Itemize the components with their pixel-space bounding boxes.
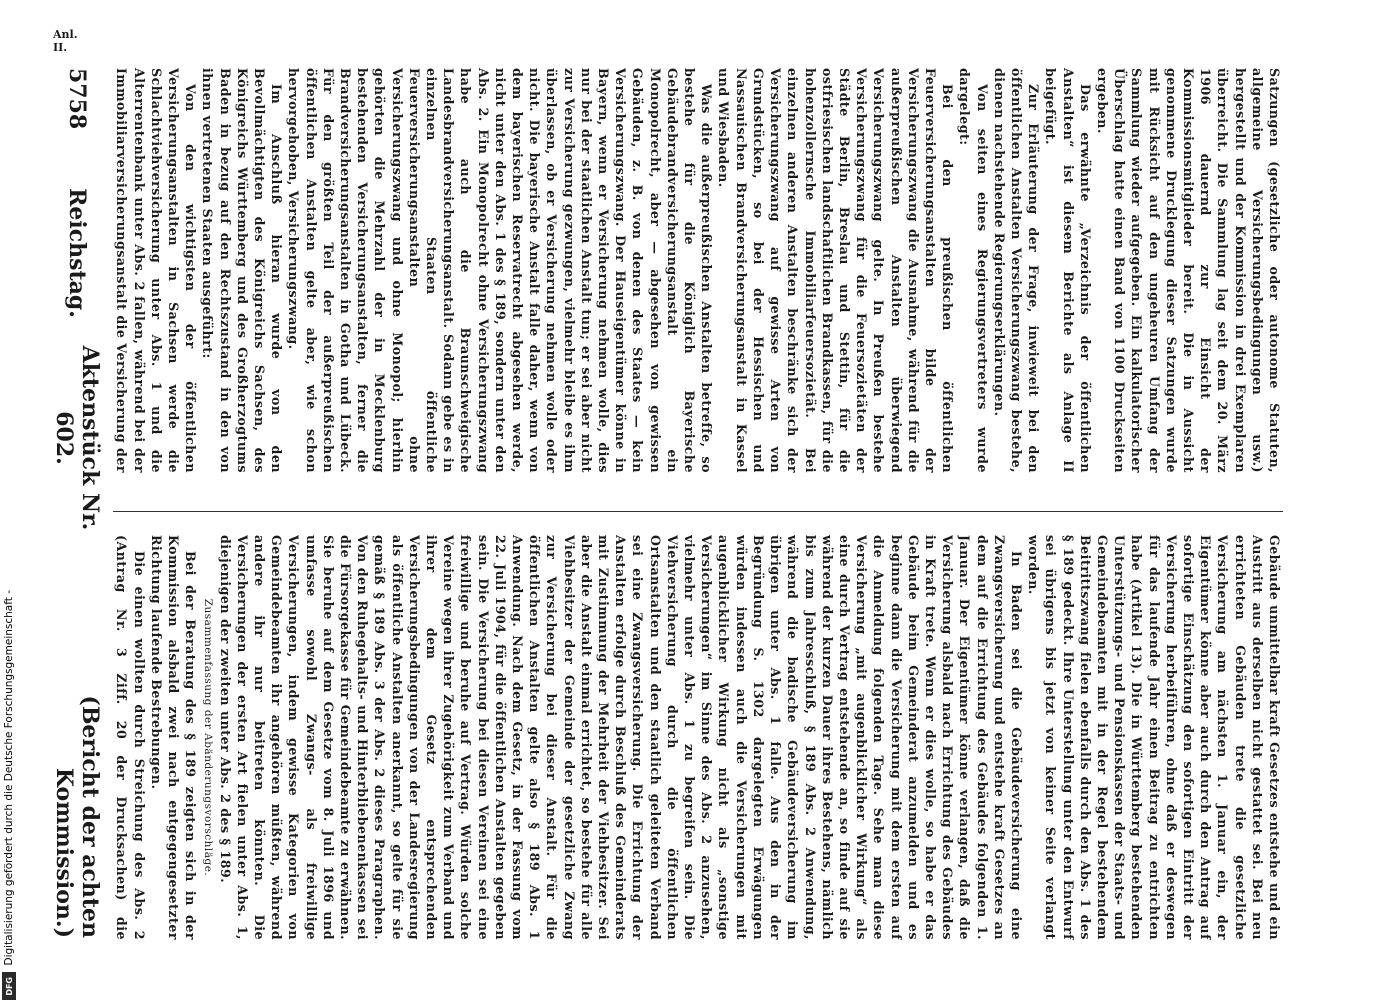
right-column xyxy=(113,535,1283,940)
paragraph: In Baden sei die Gebäudeversicherung eine Zwangsversicherung und entstehe kraft Gesetzes an dem auf die Errichtung des Gebäudes folgenden 1. Januar. Der Eigentümer könne verlangen, daß die Versicherung alsbald nach Errichtung des Gebäudes in Kraft trete. Wenn er dies wolle, so habe er das Gebäude beim Gemeinderat anzumelden und es beginne dann die Versicherung mit dem ersten auf die Anmeldung folgenden Tage. Sehe man diese Versicherung „mit augenblicklicher Wirkung“ als eine durch Vertrag entstehende an, so finde auf sie während der kurzen Dauer ihres Bestehens, nämlich bis zum Jahresschluß, § 189 Abs. 2 Anwendung, während die badische Gebäudeversicherung im übrigen unter Abs. 1 falle. Aus den in der Begründung S. 1302 dargelegten Erwägungen würden indessen auch die Versicherungen mit augenblicklicher Wirkung nicht als „sonstige Versicherungen“ im Sinne des Abs. 2 anzusehen, vielmehr unter Abs. 1 zu begreifen sein. Die Viehversicherung durch die öffentlichen Ortsanstalten und den staatlich geleiteten Verband sei eine Zwangsversicherung. Die Errichtung der Anstalten erfolge durch Beschluß des Gemeinderats mit Zustimmung der Mehrheit der Viehbesitzer. Sei aber die Anstalt einmal errichtet, so bestehe für alle Viehbesitzer der Gemeinde der gesetzliche Zwang zur Versicherung bei dieser Anstalt. Für die öffentlichen Anstalten gelte also § 189 Abs. 1 Anwendung. Nach dem Gesetz, in der Fassung vom 22. Juli 1904, für die öffentlichen Anstalten gegeben sein. Die Versicherung bei diesen Vereinen sei eine freiwillige und beruhe auf Vertrag. Würden solche Vereine wegen ihrer Zugehörigkeit zum Verband und ihrer dem Gesetz entsprechenden Versicherungsbedingungen von der Landesregierung als öffentliche Anstalten anerkannt, so gelte für sie gemäß § 189 Abs. 3 der Abs. 2 dieses Paragraphen. Von den Ruhegehalts- und Hinterbliebenenkassen sei die Fürsorgekasse für Gemeindebeamte zu erwähnen. Sie beruhe auf dem Gesetze vom 8. Juli 1896 und umfasse sowohl Zwangs- als freiwillige Versicherungen, indem gewisse Kategorien von Gemeindebeamten ihr angehören müßten, während andere ihr nur beitreten könnten. Die Versicherungen der ersten Art fielen unter Abs. 1, diejenigen der zweiten unter Abs. 2 des § 189. xyxy=(217,535,1024,940)
left-column xyxy=(113,68,1283,473)
paragraph: Bei der Beratung des § 189 zeigten sich in der Kommission alsbald zwei nach entgegengesetzter Richtung laufende Bestrebungen. xyxy=(148,535,199,940)
paragraph: Von den wichtigsten der öffentlichen Versicherungsanstalten in Sachsen werde die Schlachtviehversicherung unter Abs. 1 und die Alterrentenbank unter Abs. 2 fallen, während bei der Immobiliarversicherungsanstalt die Versicherung der xyxy=(114,68,199,473)
subheading: Zusammenfassung der Abänderungsvorschläge. xyxy=(202,598,215,877)
report-title: (Bericht der achten Kommission.) xyxy=(51,695,103,938)
paragraph: Im Anschluß hieran wurde von den Bevollmächtigten des Königreichs Sachsen, des Königreichs Württemberg und des Großherzogtums Baden in bezug auf den Rechtszustand in den von ihnen vertretenen Staaten ausgeführt: xyxy=(200,68,285,473)
credit-text: Digitalisierung gefördert durch die Deutsche Forschungsgemeinschaft - xyxy=(3,590,15,966)
document-title: Aktenstück Nr. 602. xyxy=(51,345,103,531)
section-title: Reichstag. xyxy=(64,188,90,318)
paragraph: Das erwähnte „Verzeichnis der öffentlichen Anstalten“ ist diesem Berichte als Anlage II beigefügt. xyxy=(1043,68,1093,473)
paragraph: Was die außerpreußischen Anstalten betreffe, so bestehe für die Königlich Bayerische Gebäudebrandversicherungsanstalt ein Monopolrecht, aber — abgesehen von gewissen Gebäuden, z. B. von denen des Staates — kein Versicherungszwang. Der Hauseigentümer könne in Bayern, wenn er Versicherung nehmen wolle, dies nur bei der staatlichen Anstalt tun; er sei aber nicht zur Versicherung gezwungen, vielmehr bleibe es ihm überlassen, ob er Versicherung nehmen wolle oder nicht. Die bayerische Anstalt falle daher, wenn von dem bayerischen Reservatrecht abgesehen werde, nicht unter den Abs. 1 des § 189, sondern unter den Abs. 2. Ein Monopolrecht ohne Versicherungszwang habe auch die Braunschweigische Landesbrandversicherungsanstalt. Sodann gebe es in einzelnen Staaten öffentliche Feuerversicherungsanstalten ohne Versicherungszwang und ohne Monopol; hierhin gehörten die Mehrzahl der in Mecklenburg bestehenden Versicherungsanstalten, ferner die Brandversicherungsanstalten in Gotha und Lübeck. Für den größten Teil der außerpreußischen öffentlichen Anstalten gelte aber, wie schon hervorgehoben, Versicherungszwang. xyxy=(286,68,715,473)
digitization-credit xyxy=(0,560,18,1000)
page-number: 5758 xyxy=(64,68,90,130)
paragraph: Satzungen (gesetzliche oder autonome Statuten, allgemeine Versicherungsbedingungen usw.) hergestellt und der Kommission in drei Exemplaren überreicht. Die Sammlung lag seit dem 20. März 1906 dauernd zur Einsicht der Kommissionsmitglieder bereit. Die in Aussicht genommene Drucklegung dieser Satzungen wurde mit Rücksicht auf den ungeheuren Umfang der Sammlung wieder aufgegeben. Ein kalkulatorischer Überschlag hatte einen Band von 1100 Druckseiten ergeben. xyxy=(1094,68,1282,473)
dfg-logo: DFG xyxy=(2,972,16,1000)
paragraph: Bei den preußischen öffentlichen Feuerversicherungsanstalten bilde der Versicherungszwang die Ausnahme, während für die außerpreußischen Anstalten überwiegend Versicherungszwang gelte. In Preußen bestehe Versicherungszwang für die Feuersozietäten der Städte Berlin, Breslau und Stettin, für die ostfriesischen landschaftlichen Brandkassen, für die hohenzollernsche Immobiliarfeuersozietät. Bei einzelnen anderen Anstalten beschränke sich der Versicherungszwang auf gewisse Arten von Grundstücken, so bei der Hessischen und Nassauischen Brandversicherungsanstalt in Kassel und Wiesbaden. xyxy=(716,68,956,473)
paragraph: Gebäude unmittelbar kraft Gesetzes entstehe und ein Austritt aus derselben nicht gestattet sei. Bei neu errichteten Gebäuden trete die gesetzliche Versicherung am nächsten 1. Januar ein, der Eigentümer könne aber auch durch den Antrag auf sofortige Einschätzung den sofortigen Eintritt der Versicherung herbeiführen, ohne daß er deswegen für das laufende Jahr einen Beitrag zu entrichten habe (Artikel 13). Die in Württemberg bestehenden Unterstützungs- und Pensionskassen der Staats- und Gemeindebeamten mit in der Regel bestehendem Beitrittszwang fielen ebenfalls durch den Abs. 1 des § 189 gedeckt. Ihre Unterstellung unter den Entwurf sei übrigens bis jetzt von keiner Seite verlangt worden. xyxy=(1026,535,1282,940)
paragraph: Die einen wollten durch Streichung des Abs. 2 (Antrag Nr. 3 Ziff. 20 der Drucksachen) die xyxy=(114,535,147,940)
paragraph: Zur Erläuterung der Frage, inwieweit bei den öffentlichen Anstalten Versicherungszwang bestehe, dienen nachstehende Regierungserklärungen. xyxy=(991,68,1042,473)
paragraph: Von seiten eines Regierungsvertreters wurde dargelegt: xyxy=(957,68,990,473)
column-divider xyxy=(113,511,1283,512)
margin-note: Anl. II. xyxy=(53,28,78,54)
page-header xyxy=(51,68,103,938)
